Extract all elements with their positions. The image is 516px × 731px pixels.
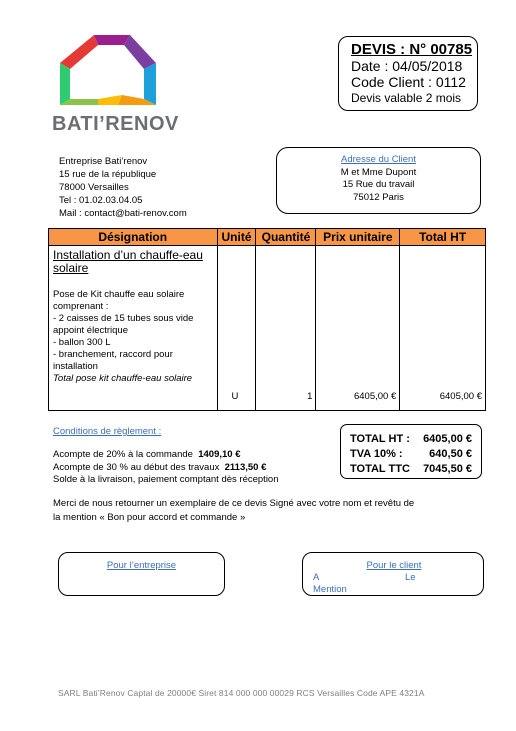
- mention-word: Mention: [313, 584, 347, 595]
- tva-label: TVA 10% :: [350, 448, 403, 460]
- header-designation: Désignation: [49, 229, 218, 246]
- unit-price-cell: [316, 246, 400, 411]
- return-instructions: [53, 497, 414, 525]
- company-address: [59, 155, 187, 220]
- header-total-ht: Total HT: [400, 229, 486, 246]
- item-line: - 2 caisses de 15 tubes sous vide appoint électrique: [53, 313, 194, 336]
- item-total-label: Total pose kit chauffe-eau solaire: [53, 373, 193, 384]
- total-ttc-value: 7045,50 €: [423, 463, 472, 475]
- client-code: Code Client : 0112: [351, 74, 466, 90]
- header-unit: Unité: [217, 229, 256, 246]
- company-signature-label: Pour l’entreprise: [106, 560, 177, 571]
- total-ht-label: TOTAL HT :: [350, 433, 410, 445]
- quantity-cell: [256, 246, 316, 411]
- item-line: Pose de Kit chauffe eau solaire comprenant :: [53, 289, 185, 312]
- devis-number: DEVIS : N° 00785: [351, 41, 473, 58]
- client-signature-label: Pour le client: [366, 560, 422, 571]
- client-signature-box[interactable]: [302, 552, 484, 596]
- payment-conditions: [53, 449, 279, 487]
- client-address-box: [276, 147, 481, 214]
- item-title: Installation d’un chauffe-eau solaire: [53, 248, 203, 275]
- devis-validity: Devis valable 2 mois: [351, 91, 462, 105]
- mention-le: Le: [405, 572, 416, 583]
- brand-name: BATI’RENOV: [52, 113, 179, 135]
- designation-cell: [49, 246, 218, 411]
- devis-table: [48, 228, 486, 411]
- company-phone: Tel : 01.02.03.04.05: [59, 195, 143, 206]
- company-city: 78000 Versailles: [59, 182, 129, 193]
- item-total-ht: 6405,00 €: [439, 391, 482, 402]
- client-address-label: Adresse du Client: [341, 154, 416, 165]
- tva-value: 640,50 €: [429, 448, 472, 460]
- item-quantity: 1: [307, 391, 313, 402]
- total-ht-value: 6405,00 €: [423, 433, 472, 445]
- return-instructions-line: Merci de nous retourner un exemplaire de ce devis Signé avec votre nom et revêtu de: [53, 498, 415, 509]
- deposit-2-value: 2113,50 €: [224, 461, 267, 473]
- devis-info-box: [338, 36, 478, 111]
- deposit-1-value: 1409,10 €: [198, 449, 241, 460]
- deposit-1-text: Acompte de 20% à la commande: [53, 449, 193, 460]
- item-line: - ballon 300 L: [53, 337, 111, 348]
- legal-footer: SARL Bati’Renov Captal de 20000€ Siret 814 000 000 00029 RCS Versailles Code APE 4321A: [58, 688, 425, 698]
- item-unit-price: 6405,00 €: [353, 391, 397, 402]
- header-unit-price: Prix unitaire: [316, 229, 400, 246]
- client-street: 15 Rue du travail: [342, 179, 415, 190]
- payment-conditions-title: Conditions de règlement :: [53, 426, 162, 437]
- unit-cell: [217, 246, 256, 411]
- item-unit: U: [231, 391, 239, 402]
- totals-box: [340, 424, 482, 479]
- company-name: Entreprise Bati’renov: [59, 156, 148, 167]
- mention-a: A: [313, 572, 320, 583]
- client-city: 75012 Paris: [353, 191, 404, 203]
- item-line: - branchement, raccord pour installation: [53, 349, 173, 372]
- company-signature-box[interactable]: [58, 552, 225, 596]
- client-name: M et Mme Dupont: [340, 166, 417, 178]
- table-header-row: [49, 229, 486, 246]
- deposit-2-text: Acompte de 30 % au début des travaux: [53, 461, 220, 473]
- return-instructions-line: la mention « Bon pour accord et commande »: [53, 512, 246, 523]
- total-ttc-label: TOTAL TTC: [350, 463, 410, 475]
- company-street: 15 rue de la république: [59, 169, 157, 180]
- devis-date: Date : 04/05/2018: [351, 58, 463, 74]
- total-ht-cell: [400, 246, 486, 411]
- header-quantity: Quantité: [256, 229, 316, 246]
- company-mail: Mail : contact@bati-renov.com: [59, 208, 187, 219]
- table-row: [49, 246, 486, 411]
- company-logo: [58, 33, 158, 113]
- balance-text: Solde à la livraison, paiement comptant dès réception: [53, 474, 279, 485]
